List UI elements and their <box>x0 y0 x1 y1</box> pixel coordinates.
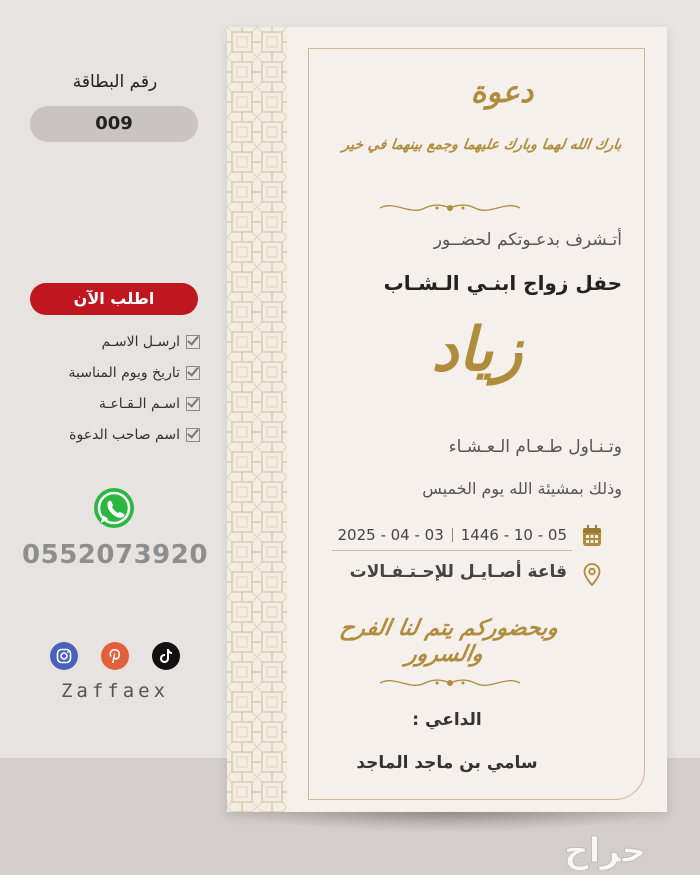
host-label: الداعي : <box>412 710 482 730</box>
checkbox-icon <box>186 428 200 442</box>
haraj-watermark <box>520 832 690 870</box>
venue-name: قاعة أصـايـل للإحـتـفـالات <box>349 562 567 582</box>
list-item: اسم صاحب الدعوة <box>20 419 200 450</box>
date-row <box>322 524 567 546</box>
order-now-button[interactable]: اطلب الآن <box>30 283 198 315</box>
checkbox-icon <box>186 366 200 380</box>
event-day: وذلك بمشيئة الله يوم الخميس <box>422 479 622 498</box>
svg-text:حراج: حراج <box>564 832 646 870</box>
requirements-list <box>20 326 200 450</box>
list-item: اسـم الـقـاعـة <box>20 388 200 419</box>
pinterest-icon[interactable] <box>101 642 129 670</box>
info-sidebar <box>0 0 228 875</box>
closing-calligraphy: وبحضوركم يتم لنا الفرح والسرور <box>338 615 561 667</box>
social-links <box>50 642 180 670</box>
ornament-divider <box>375 675 525 691</box>
phone-number[interactable]: 0552073920 <box>22 540 208 570</box>
dinner-line: وتـنـاول طـعـام الـعـشـاء <box>448 437 622 457</box>
groom-name: زياد <box>431 315 523 385</box>
checkbox-icon <box>186 335 200 349</box>
invitation-card <box>227 27 667 812</box>
event-title: حفل زواج ابنـي الـشـاب <box>383 271 622 295</box>
list-item: ارسـل الاسـم <box>20 326 200 357</box>
gregorian-date: 2025 - 04 - 03 <box>337 526 444 544</box>
card-number-label: رقم البطاقة <box>72 72 158 92</box>
hijri-date: 1446 - 10 - 05 <box>460 526 567 544</box>
checkbox-icon <box>186 397 200 411</box>
card-number-badge: 009 <box>30 106 198 142</box>
host-name: سامي بن ماجد الماجد <box>356 753 538 773</box>
geometric-pattern-border <box>227 27 287 812</box>
wedding-blessing: بارك الله لهما وبارك عليهما وجمع بينهما في خير <box>341 137 623 153</box>
brand-name: Zaffaex <box>60 680 170 702</box>
whatsapp-icon[interactable] <box>92 486 136 530</box>
date-separator <box>452 528 453 542</box>
date-underline <box>332 550 572 551</box>
invitation-title: دعوة <box>470 75 534 110</box>
calendar-icon <box>582 525 602 547</box>
invitation-intro: أتـشرف بدعـوتكم لحضــور <box>433 230 622 250</box>
instagram-icon[interactable] <box>50 642 78 670</box>
tiktok-icon[interactable] <box>152 642 180 670</box>
location-pin-icon <box>583 563 601 587</box>
ornament-divider <box>375 200 525 216</box>
list-item: تاريخ ويوم المناسبة <box>20 357 200 388</box>
